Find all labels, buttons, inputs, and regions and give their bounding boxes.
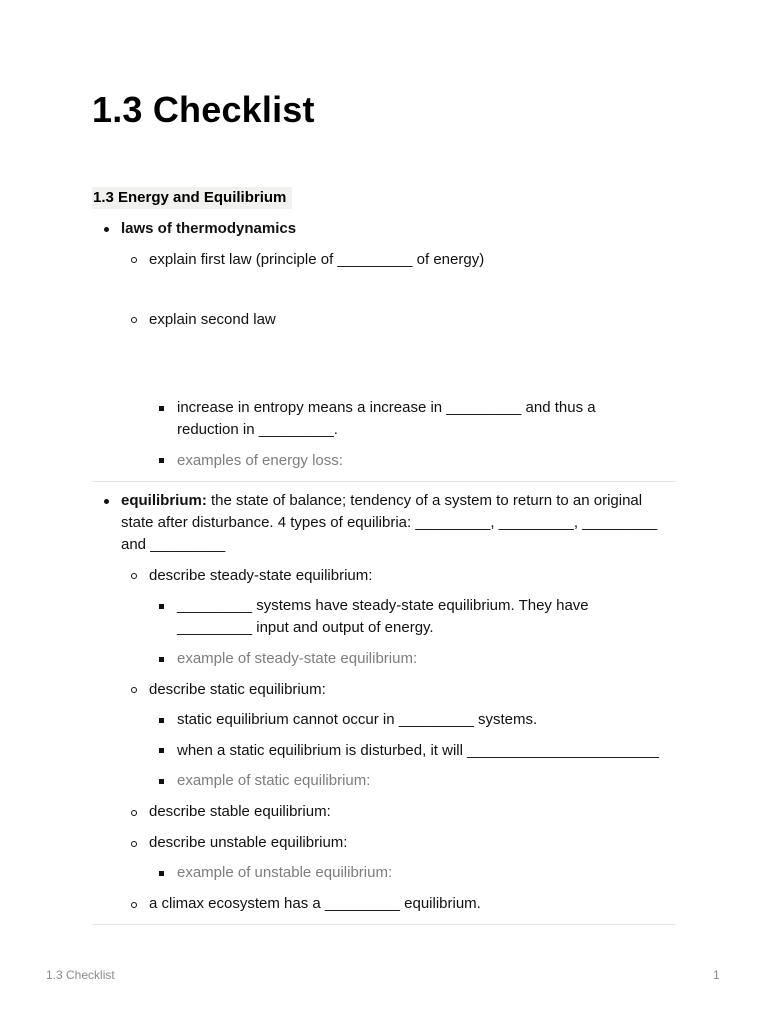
equilibrium-definition-line2: state after disturbance. 4 types of equilibria: _________, _________, _________: [121, 514, 658, 531]
unstable-example-item: example of unstable equilibrium:: [177, 864, 393, 881]
bullet-square: [159, 657, 164, 662]
unstable-item: describe unstable equilibrium:: [149, 834, 348, 851]
section-heading: 1.3 Energy and Equilibrium: [92, 187, 292, 209]
static-cannot-item: static equilibrium cannot occur in _________ systems.: [177, 711, 538, 728]
page-title: 1.3 Checklist: [92, 89, 315, 130]
bullet-disc: [104, 499, 109, 504]
second-law-item: explain second law: [149, 311, 276, 328]
divider: [92, 924, 676, 925]
static-disturbed-item: when a static equilibrium is disturbed, it will _______________________: [177, 742, 659, 759]
bullet-square: [159, 458, 164, 463]
footer-title: 1.3 Checklist: [46, 968, 115, 982]
bullet-circle: [131, 687, 137, 693]
bullet-circle: [131, 902, 137, 908]
bullet-circle: [131, 317, 137, 323]
bullet-square: [159, 779, 164, 784]
energy-loss-item: examples of energy loss:: [177, 452, 343, 469]
equilibrium-definition-line1: [121, 490, 681, 512]
equilibrium-term: equilibrium:: [121, 492, 207, 509]
equilibrium-definition-line3: and _________: [121, 536, 226, 553]
entropy-item-line2: reduction in _________.: [177, 421, 338, 438]
bullet-circle: [131, 810, 137, 816]
bullet-square: [159, 871, 164, 876]
page-number: 1: [713, 968, 720, 982]
steady-systems-line1: _________ systems have steady-state equilibrium. They have: [177, 597, 589, 614]
steady-state-item: describe steady-state equilibrium:: [149, 567, 373, 584]
laws-heading: laws of thermodynamics: [121, 220, 297, 237]
stable-item: describe stable equilibrium:: [149, 803, 331, 820]
bullet-square: [159, 718, 164, 723]
static-item: describe static equilibrium:: [149, 681, 326, 698]
bullet-square: [159, 604, 164, 609]
steady-example-item: example of steady-state equilibrium:: [177, 650, 418, 667]
bullet-square: [159, 406, 164, 411]
first-law-item: explain first law (principle of _________ of energy): [149, 251, 485, 268]
entropy-item-line1: increase in entropy means a increase in _________ and thus a: [177, 399, 596, 416]
static-example-item: example of static equilibrium:: [177, 772, 371, 789]
divider: [92, 481, 676, 482]
bullet-circle: [131, 257, 137, 263]
bullet-circle: [131, 841, 137, 847]
bullet-circle: [131, 573, 137, 579]
equilibrium-definition-text: the state of balance; tendency of a system to return to an original: [206, 492, 643, 509]
steady-systems-line2: _________ input and output of energy.: [177, 619, 434, 636]
climax-item: a climax ecosystem has a _________ equilibrium.: [149, 895, 481, 912]
bullet-disc: [104, 227, 109, 232]
bullet-square: [159, 748, 164, 753]
